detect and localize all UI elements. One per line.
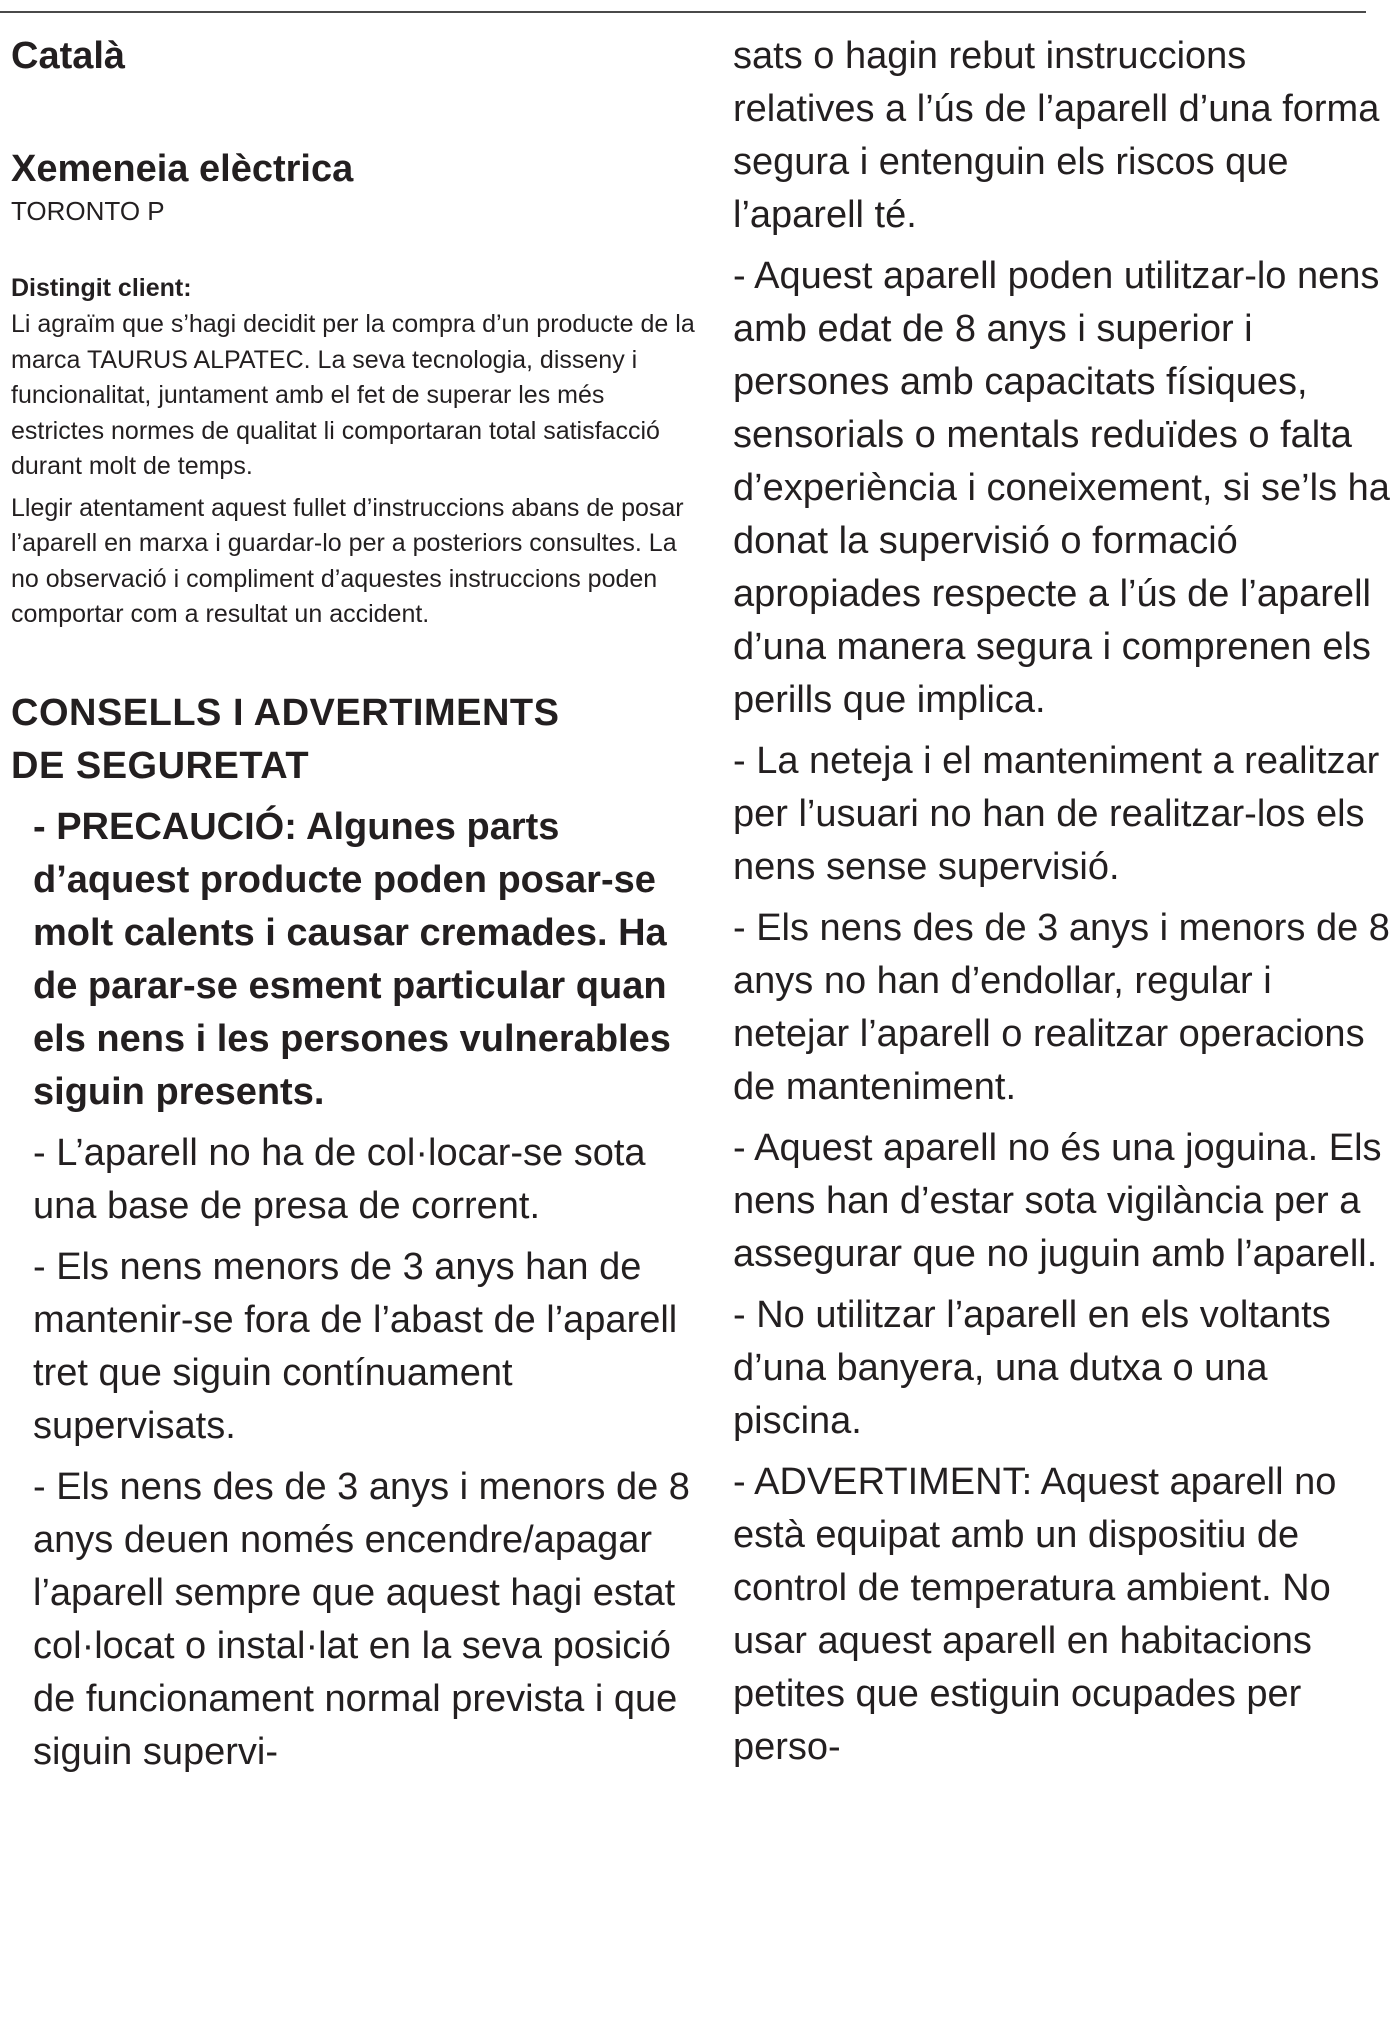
safety-item: - Els nens menors de 3 anys han de mantenir-se fora de l’abast de l’aparell tret que siguin contínuament supervisats. [33,1245,678,1447]
safety-item: - No utilitzar l’aparell en els voltants d’una banyera, una dutxa o una piscina. [733,1294,1331,1442]
safety-item: - Els nens des de 3 anys i menors de 8 anys deuen només encendre/apagar l’aparell sempre que aquest hagi estat col·locat o instal·lat en la seva posició de funcionament normal prevista i que siguin supervi- [33,1465,690,1773]
safety-item: - La neteja i el manteniment a realitzar per l’usuari no han de realitzar-los els nens sense supervisió. [733,740,1380,888]
safety-item: - Els nens des de 3 anys i menors de 8 anys no han d’endollar, regular i netejar l’aparell o realitzar operacions de manteniment. [733,907,1390,1108]
safety-item-caution: - PRECAUCIÓ: Algunes parts d’aquest producte poden posar-se molt calents i causar cremades. Ha de parar-se esment particular quan els nens i les persones vulnerables siguin presents. [33,805,671,1113]
left-column [11,30,701,1787]
safety-item: - Aquest aparell no és una joguina. Els nens han d’estar sota vigilància per a assegurar que no juguin amb l’aparell. [733,1127,1382,1275]
product-title: Xemeneia elèctrica [11,148,354,190]
safety-item: - Aquest aparell poden utilitzar-lo nens amb edat de 8 anys i superior i persones amb capacitats físiques, sensorials o mentals reduïdes o falta d’experiència i coneixement, si se’ls ha donat la supervisió o formació apropiades respecte a l’ús de l’aparell d’una manera segura i comprenen els perills que implica. [733,255,1390,721]
safety-section-title: CONSELLS I ADVERTIMENTS DE SEGURETAT [11,691,560,787]
intro-paragraph: Li agraïm que s’hagi decidit per la compra d’un producte de la marca TAURUS ALPATEC. La seva tecnologia, disseny i funcionalitat, juntament amb el fet de superar les més estrictes normes de qualitat li comportaran total satisfacció durant molt de temps. [11,310,695,480]
product-model: TORONTO P [11,196,165,226]
safety-item-warning: - ADVERTIMENT: Aquest aparell no està equipat amb un dispositiu de control de temperatura ambient. No usar aquest aparell en habitacions petites que estiguin ocupades per perso- [733,1461,1337,1768]
safety-item-continued: sats o hagin rebut instruccions relatives a l’ús de l’aparell d’una forma segura i entenguin els riscos que l’aparell té. [733,35,1380,236]
intro-text [11,307,701,633]
safety-list-left [11,801,701,1779]
language-heading: Català [11,35,126,77]
greeting: Distingit client: [11,274,192,302]
intro-paragraph: Llegir atentament aquest fullet d’instruccions abans de posar l’aparell en marxa i guardar-lo per a posteriors consultes. La no observació i compliment d’aquestes instruccions poden comportar com a resultat un accident. [11,493,684,628]
right-column [733,30,1392,1782]
safety-item: - L’aparell no ha de col·locar-se sota una base de presa de corrent. [33,1131,646,1227]
safety-list-right [733,30,1392,1774]
top-rule [0,11,1366,13]
